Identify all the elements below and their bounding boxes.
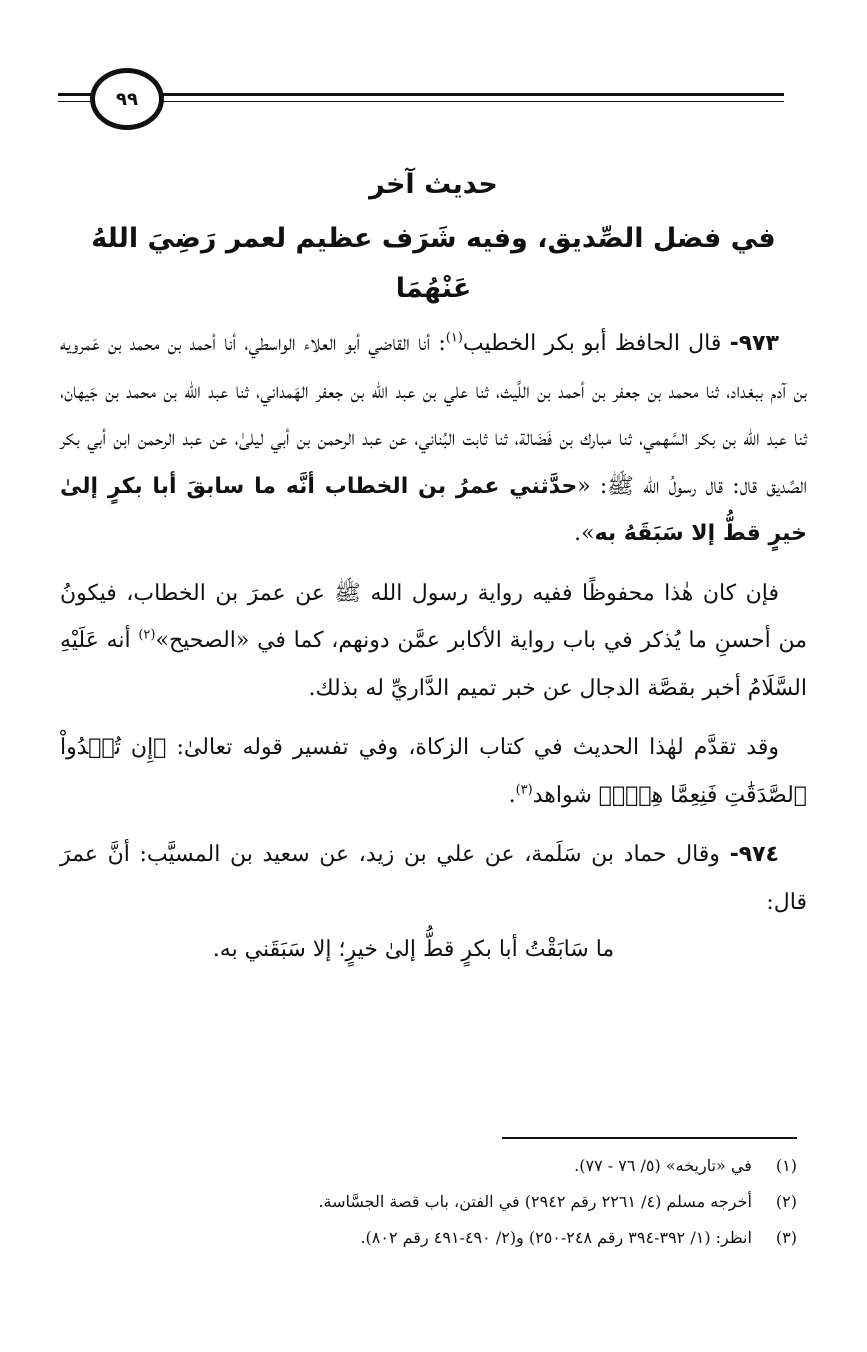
page-content: [60, 160, 807, 973]
commentary-text: وقد تقدَّم لهٰذا الحديث في كتاب الزكاة، وفي تفسير قوله تعالىٰ: ﴿إِن تُبۡدُواْ ٱلصَّدَقَٰتِ فَنِعِمَّا هِيَۖ﴾ شواهد: [60, 735, 807, 808]
quote-line: ما سَابَقْتُ أبا بكرٍ قطُّ إلىٰ خيرٍ؛ إلا سَبَقَني به.: [212, 937, 615, 962]
section-title: حديث آخر: [369, 169, 498, 200]
hadith-974: [60, 831, 807, 926]
footnote-ref[interactable]: (١): [445, 330, 463, 346]
section-subtitle: في فضل الصِّديق، وفيه شَرَف عظيم لعمر رَضِيَ اللهُ عَنْهُمَا: [91, 223, 776, 304]
commentary-text: .: [508, 782, 516, 808]
hadith-number: ٩٧٣-: [729, 331, 779, 356]
footnote-text: في «تاريخه» (٥/ ٧٦ - ٧٧).: [574, 1156, 752, 1175]
hadith-text: وقال حماد بن سَلَمة، عن علي بن زيد، عن سعيد بن المسيَّب: أنَّ عمرَ قال:: [60, 842, 807, 915]
footnote-text: أخرجه مسلم (٤/ ٢٢٦١ رقم ٢٩٤٢) في الفتن، باب قصة الجسَّاسة.: [318, 1192, 752, 1211]
footnote-ref[interactable]: (٣): [515, 782, 533, 798]
hadith-text: ».: [574, 521, 595, 546]
header-rule-thin: [58, 101, 784, 102]
footnote-item: [60, 1220, 797, 1256]
footnote-text: انظر: (١/ ٣٩٢-٣٩٤ رقم ٢٤٨-٢٥٠) و(٢/ ٤٩٠-٤٩١ رقم ٨٠٢).: [360, 1228, 752, 1247]
page-number-badge: [90, 68, 164, 130]
footnote-ref[interactable]: (٢): [138, 627, 156, 643]
hadith-973: [60, 320, 807, 558]
commentary-paragraph: [60, 570, 807, 713]
footnote-number: (١): [775, 1156, 797, 1175]
commentary-paragraph: [60, 724, 807, 819]
hadith-text: : أنا القاضي أبو العلاء الواسطي، أنا أحمد بن محمد بن عَمرويه بن آدم ببغداد، ثنا محمد بن جعفر بن أحمد بن اللَّيث، ثنا علي بن عبد الله بن جعفر الهَمداني، ثنا عبد الله بن محمد بن جَيهان، ثنا عبد الله بن بكر السَّهمي، ثنا مبارك بن فَضَالة، ثنا ثابت البُناني، عن عبد الرحمن بن أبي ليلىٰ، عن عبد الرحمن ابن أبي بكر الصِّديق قال: قال رسولُ الله ﷺ: «: [60, 331, 807, 499]
footnote-item: [60, 1148, 797, 1184]
commentary-text: فإن كان هٰذا محفوظًا ففيه رواية رسول الله ﷺ عن عمرَ بن الخطاب، فيكونُ من أحسنِ ما يُذكر في باب رواية الأكابر عمَّن دونهم، كما في «الصحيح»: [60, 580, 807, 653]
footnote-item: [60, 1184, 797, 1220]
hadith-number: ٩٧٤-: [729, 842, 779, 867]
commentary-text: أنه عَلَيْهِ السَّلَامُ أخبر بقصَّة الدجال عن خبر تميم الدَّاريِّ له بذلك.: [60, 628, 807, 701]
header-rule: [58, 93, 784, 96]
hadith-text: قال الحافظ أبو بكر الخطيب: [462, 331, 722, 356]
footnote-number: (٣): [775, 1228, 797, 1247]
footnote-number: (٢): [775, 1192, 797, 1211]
footnotes: [60, 1148, 797, 1256]
footnote-rule: [502, 1137, 797, 1139]
page-number: ٩٩: [116, 88, 138, 110]
hadith-quote: حدَّثني عمرُ بن الخطاب أنَّه ما سابقَ أبا بكرٍ إلىٰ خيرٍ قطُّ إلا سَبَقَهُ به: [60, 473, 807, 546]
